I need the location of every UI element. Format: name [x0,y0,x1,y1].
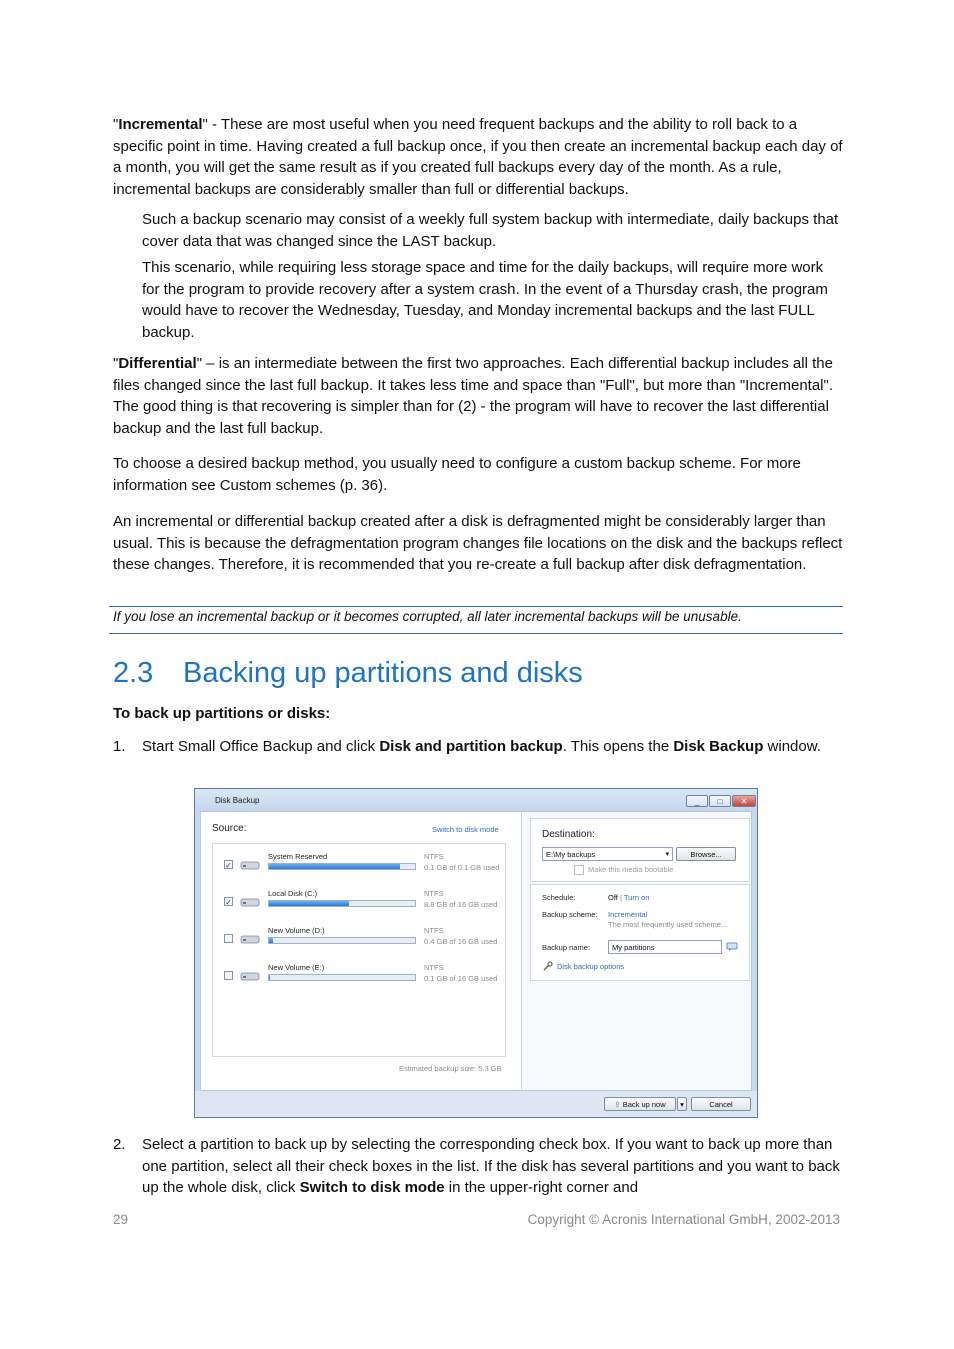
switch-to-disk-mode-link[interactable]: Switch to disk mode [432,825,499,834]
differential-text: " – is an intermediate between the first two approaches. Each differential backup includes all the files changed since the last full backup. It takes less time and space than "Full", but more than "Incremental". The good thing is that recovering is simpler than for (2) - the program will have to recover the last differential backup and the last full backup. [113,355,834,437]
section-title: Backing up partitions and disks [183,657,583,689]
partition-usage-bar [268,863,416,870]
partition-usage-bar [268,900,416,907]
wrench-icon [542,961,554,971]
backup-name-input[interactable]: My partitions [608,940,722,954]
partition-used: 0.4 GB of 16 GB used [424,937,498,946]
step-1-part-d: window. [763,738,821,755]
note-top-rule [109,606,843,607]
step-2-number: 2. [113,1136,126,1153]
schedule-separator: | [617,893,624,902]
partition-used: 0.1 GB of 0.1 GB used [424,863,500,872]
differential-term: Differential [118,355,197,372]
window-client [200,811,752,1091]
maximize-button[interactable]: □ [709,795,731,807]
incremental-term: Incremental [118,116,203,133]
schedule-label: Schedule: [542,893,576,902]
source-pane [201,812,522,1090]
settings-pane [522,812,751,1090]
step-1-part-c: . This opens the [562,738,674,755]
schedule-box [530,884,750,981]
backup-scheme-description: The most frequently used scheme... [608,920,728,929]
partition-name: Local Disk (C:) [268,889,318,898]
turn-on-link[interactable]: Turn on [623,893,650,902]
window-bottom-bar [195,1091,757,1117]
comment-icon[interactable] [726,942,738,952]
partition-name: System Reserved [268,852,328,861]
destination-combo[interactable] [542,847,673,861]
partition-name: New Volume (E:) [268,963,325,972]
incremental-indent-2: This scenario, while requiring less storage space and time for the daily backups, will require more work for the program to provide recovery after a system crash. In the event of a Thursday crash, the program would have to recover the Wednesday, Tuesday, and Monday incremental backups and the last FULL backup. [142,259,828,341]
source-label: Source: [212,823,247,834]
window-titlebar [195,789,757,811]
dropdown-arrow-icon: ▾ [665,851,669,858]
procedure-heading: To back up partitions or disks: [113,705,331,722]
partition-name: New Volume (D:) [268,926,325,935]
step-2-part-c: in the upper-right corner and [444,1179,639,1197]
partition-filesystem: NTFS [424,926,444,935]
schedule-value [608,893,649,902]
partition-filesystem: NTFS [424,852,444,861]
partition-filesystem: NTFS [424,889,444,898]
close-button[interactable]: ✕ [732,795,756,807]
partition-usage-fill [269,864,400,869]
differential-paragraph: "Differential" – is an intermediate between the first two approaches. Each differential backup includes all the files changed since the last full backup. It takes less time and space than "Full", but more than "Incremental". The good thing is that recovering is simpler than for (2) - the program will have to recover the last differential backup and the last full backup. [113,355,834,437]
destination-box [530,818,750,882]
incremental-text: " - These are most useful when you need frequent backups and the ability to roll back to a specific point in time. Having created a full backup once, if you then create an incremental backup each day of a month, you will get the same result as if you created full backups every day of the month. As a rule, incremental backups are considerably smaller than full or differential backups. [113,116,843,198]
partition-usage-bar [268,974,416,981]
partition-row[interactable] [213,885,505,919]
backup-name-label: Backup name: [542,943,590,952]
step-2-part-a: Select a partition to back up by selecting the corresponding check box. If you want to back up more than one partition, select all their check boxes in the list. If the disk has several partitions and you want to back up the whole disk, click [142,1136,840,1197]
estimated-size: Estimated backup size: 5.3 GB [399,1064,502,1073]
step-1-text [142,736,842,758]
partition-used: 8.8 GB of 16 GB used [424,900,498,909]
partition-checkbox[interactable] [224,934,233,943]
step-2-bold: Switch to disk mode [299,1179,445,1197]
make-bootable-option[interactable] [574,865,673,875]
partition-checkbox[interactable] [224,971,233,980]
window-title: Disk Backup [215,796,260,805]
backup-scheme-link[interactable]: Incremental [608,910,648,919]
backup-scheme-label: Backup scheme: [542,910,598,919]
destination-label: Destination: [542,829,595,840]
step-2-text [142,1134,842,1199]
hard-drive-icon [240,933,260,945]
incremental-paragraph: "Incremental" - These are most useful when you need frequent backups and the ability to roll back to a specific point in time. Having created a full backup once, if you then create an incremental backup each day of a month, you will get the same result as if you created full backups every day of the month. As a rule, incremental backups are considerably smaller than full or differential backups. [113,116,843,198]
copyright: Copyright © Acronis International GmbH, 2002-2013 [527,1212,840,1227]
partition-checkbox[interactable]: ✓ [225,898,232,907]
hard-drive-icon [240,970,260,982]
partition-row[interactable] [213,959,505,993]
hard-drive-icon [240,896,260,908]
partition-usage-fill [269,901,349,906]
back-up-now-button[interactable] [604,1097,676,1111]
section-heading [113,657,583,690]
partition-row[interactable] [213,922,505,956]
back-up-now-label: Back up now [622,1100,666,1109]
minimize-button[interactable]: _ [686,795,708,807]
browse-button[interactable]: Browse... [676,847,736,861]
partition-usage-fill [269,975,270,980]
partition-checkbox[interactable]: ✓ [225,861,232,870]
partition-filesystem: NTFS [424,963,444,972]
back-up-dropdown-button[interactable]: ▾ [677,1097,687,1111]
make-bootable-checkbox[interactable] [574,865,584,875]
partition-used: 0.1 GB of 16 GB used [424,974,498,983]
defragmentation-paragraph: An incremental or differential backup created after a disk is defragmented might be considerably larger than usual. This is because the defragmentation program changes file locations on the disk and the backups reflect these changes. Therefore, it is recommended that you re-create a full backup after disk defragmentation. [113,513,843,574]
partition-list [212,843,506,1057]
note-bottom-rule [109,633,843,634]
page-number: 29 [113,1212,129,1227]
section-number: 2.3 [113,657,154,689]
schedule-off: Off [608,893,618,902]
step-1-number: 1. [113,738,126,755]
partition-row[interactable] [213,848,505,882]
choose-method-paragraph: To choose a desired backup method, you usually need to configure a custom backup scheme. For more information see Custom schemes (p. 36). [113,455,801,494]
disk-backup-options-link[interactable]: Disk backup options [557,962,625,971]
partition-usage-bar [268,937,416,944]
incremental-indent-1: Such a backup scenario may consist of a weekly full system backup with intermediate, daily backups that cover data that was changed since the LAST backup. [142,211,839,250]
partition-usage-fill [269,938,273,943]
step-1-bold-1: Disk and partition backup [379,738,563,755]
note-text: If you lose an incremental backup or it becomes corrupted, all later incremental backups will be unusable. [113,609,742,624]
step-1-part-a: Start Small Office Backup and click [142,738,380,755]
hard-drive-icon [240,859,260,871]
step-1-bold-2: Disk Backup [673,738,764,755]
destination-value: E:\My backups [546,850,596,859]
back-up-icon: ⇪ [614,1100,623,1109]
make-bootable-label: Make this media bootable [588,865,674,874]
disk-backup-window [194,788,758,1118]
cancel-button[interactable]: Cancel [691,1097,751,1111]
